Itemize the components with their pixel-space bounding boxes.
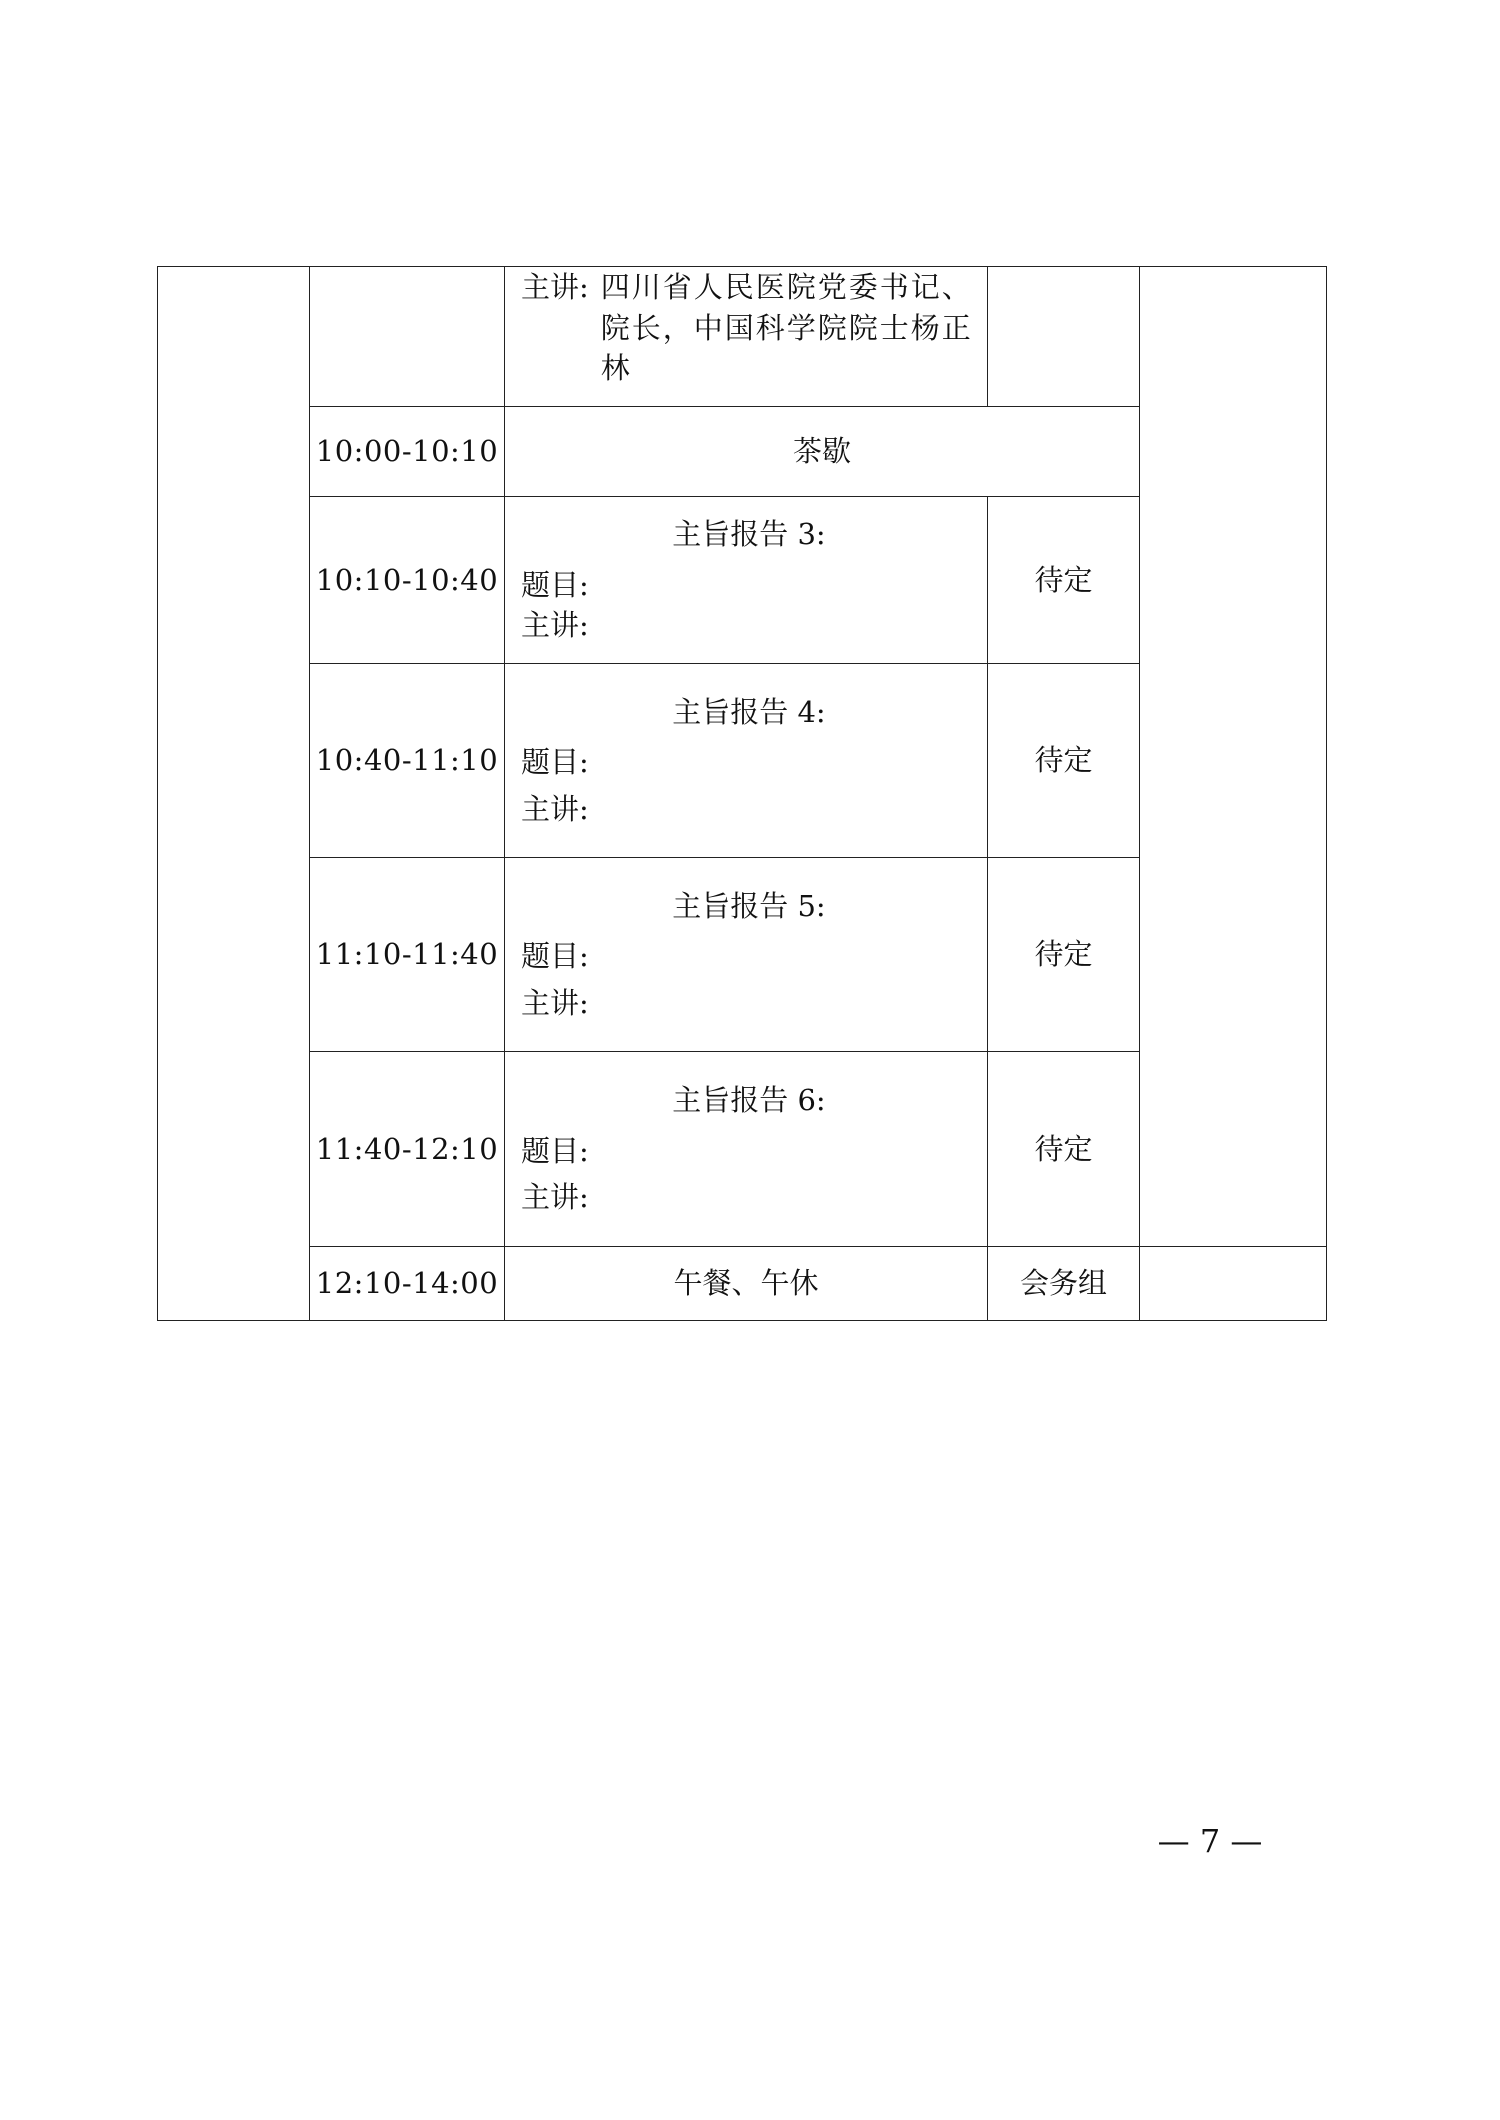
content-cell — [505, 497, 988, 664]
responsible-cell: 待定 — [988, 858, 1140, 1052]
topic-label: 题目: — [521, 939, 589, 974]
page-number: — 7 — — [1157, 1822, 1263, 1860]
content-cell — [505, 267, 988, 407]
speaker-label: 主讲: — [521, 985, 589, 1020]
responsible-cell — [988, 267, 1140, 407]
responsible-cell: 待定 — [988, 497, 1140, 664]
speaker-label: 主讲: — [521, 791, 589, 826]
speaker-label: 主讲: — [521, 270, 589, 304]
report-title: 主旨报告 5: — [672, 888, 826, 923]
lunch-cell: 午餐、午休 — [505, 1247, 988, 1321]
time-cell: 10:10-10:40 — [310, 497, 505, 664]
time-cell: 10:00-10:10 — [310, 407, 505, 497]
tea-break-cell: 茶歇 — [505, 407, 1140, 497]
report-title: 主旨报告 3: — [672, 517, 826, 552]
day-cell — [158, 267, 310, 1321]
notes-cell — [1140, 1247, 1327, 1321]
content-cell — [505, 858, 988, 1052]
table-row — [158, 267, 1327, 407]
responsible-cell: 待定 — [988, 664, 1140, 858]
time-cell: 10:40-11:10 — [310, 664, 505, 858]
responsible-cell: 会务组 — [988, 1247, 1140, 1321]
time-cell: 11:10-11:40 — [310, 858, 505, 1052]
topic-label: 题目: — [521, 745, 589, 780]
speaker-label: 主讲: — [521, 608, 589, 643]
speaker-text: 四川省人民医院党委书记、院长，中国科学院院士杨正林 — [600, 270, 973, 386]
time-cell: 12:10-14:00 — [310, 1247, 505, 1321]
schedule-table — [157, 266, 1327, 1321]
notes-cell — [1140, 267, 1327, 1247]
speaker-label: 主讲: — [521, 1180, 589, 1215]
responsible-cell: 待定 — [988, 1052, 1140, 1247]
topic-label: 题目: — [521, 1133, 589, 1168]
time-cell — [310, 267, 505, 407]
time-cell: 11:40-12:10 — [310, 1052, 505, 1247]
topic-label: 题目: — [521, 567, 589, 602]
content-cell — [505, 1052, 988, 1247]
content-cell — [505, 664, 988, 858]
report-title: 主旨报告 6: — [672, 1083, 826, 1118]
report-title: 主旨报告 4: — [672, 694, 826, 729]
table-row — [158, 1247, 1327, 1321]
